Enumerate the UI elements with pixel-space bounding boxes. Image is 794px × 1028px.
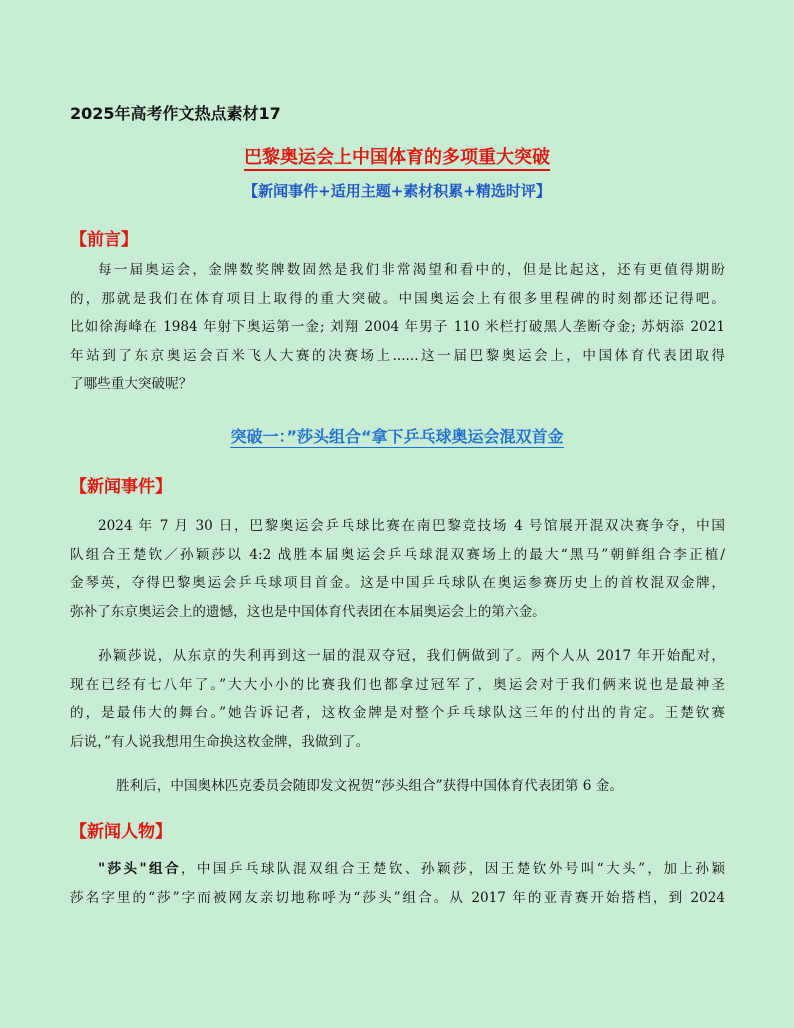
page-title — [0, 143, 794, 169]
news-person-bold-lead: "莎头"组合 — [98, 861, 181, 877]
page-title-text: 巴黎奥运会上中国体育的多项重大突破 — [244, 147, 550, 171]
news-event-line: 现在已经有七八年了。”大大小小的比赛我们也都拿过冠军了，奥运会对于我们俩来说也是最神圣 — [70, 676, 725, 693]
breakthrough-heading-text: 突破一：”莎头组合“拿下乒乓球奥运会混双首金 — [230, 427, 564, 446]
news-event-line: 2024 年 7 月 30 日，巴黎奥运会乒乓球比赛在南巴黎竞技场 4 号馆展开混双决赛争夺，中国 — [98, 518, 725, 534]
news-event-line: 队组合王楚钦／孙颖莎以 4:2 战胜本届奥运会乒乓球混双赛场上的最大“黑马”朝鲜组合李正植/ — [70, 546, 725, 563]
preface-paragraph — [70, 256, 725, 399]
news-person-paragraph — [70, 855, 725, 912]
preface-line: 了哪些重大突破呢？ — [70, 376, 193, 392]
news-event-line: 金琴英，夺得巴黎奥运会乒乓球项目首金。这是中国乒乓球队在奥运参赛历史上的首枚混双金牌， — [70, 575, 725, 591]
preface-heading: 【前言】 — [70, 230, 138, 250]
news-event-paragraph-2 — [70, 642, 725, 756]
breakthrough-heading — [0, 424, 794, 447]
news-event-paragraph-3 — [70, 772, 725, 801]
news-event-line: 的，是最伟大的舞台。”她告诉记者，这枚金牌是对整个乒乓球队这三年的付出的肯定。王楚钦赛 — [70, 705, 725, 721]
news-event-heading: 【新闻事件】 — [70, 477, 172, 497]
news-person-line-text: ，中国乒乓球队混双组合王楚钦、孙颖莎，因王楚钦外号叫“大头”，加上孙颖 — [180, 861, 725, 877]
news-person-line: 莎名字里的“莎”字而被网友亲切地称呼为“莎头”组合。从 2017 年的亚青赛开始搭档，到 2024 — [70, 889, 725, 906]
news-event-line: 胜利后，中国奥林匹克委员会随即发文祝贺“莎头组合”获得中国体育代表团第 6 金。 — [116, 778, 623, 794]
preface-line: 每一届奥运会，金牌数奖牌数固然是我们非常渴望和看中的，但是比起这，还有更值得期盼 — [98, 262, 725, 278]
news-event-paragraph-1 — [70, 512, 725, 626]
news-event-line: 孙颖莎说，从东京的失利再到这一届的混双夺冠，我们俩做到了。两个人从 2017 年开始配对， — [98, 648, 725, 664]
news-person-heading: 【新闻人物】 — [70, 822, 172, 842]
preface-line: 的，那就是我们在体育项目上取得的重大突破。中国奥运会上有很多里程碑的时刻都还记得吧。 — [70, 290, 725, 307]
preface-line: 年站到了东京奥运会百米飞人大赛的决赛场上......这一届巴黎奥运会上，中国体育代表团取得 — [70, 347, 725, 364]
news-event-line: 后说，”有人说我想用生命换这枚金牌，我做到了。 — [70, 733, 370, 750]
doc-series-tag: 2025年高考作文热点素材17 — [70, 104, 281, 123]
page-subtitle: 【新闻事件+适用主题+素材积累+精选时评】 — [243, 182, 551, 200]
preface-line: 比如徐海峰在 1984 年射下奥运第一金; 刘翔 2004 年男子 110 米栏打破黑人垄断夺金; 苏炳添 2021 — [70, 319, 725, 335]
news-event-line: 弥补了东京奥运会上的遗憾，这也是中国体育代表团在本届奥运会上的第六金。 — [70, 603, 546, 620]
news-person-line — [70, 855, 725, 884]
